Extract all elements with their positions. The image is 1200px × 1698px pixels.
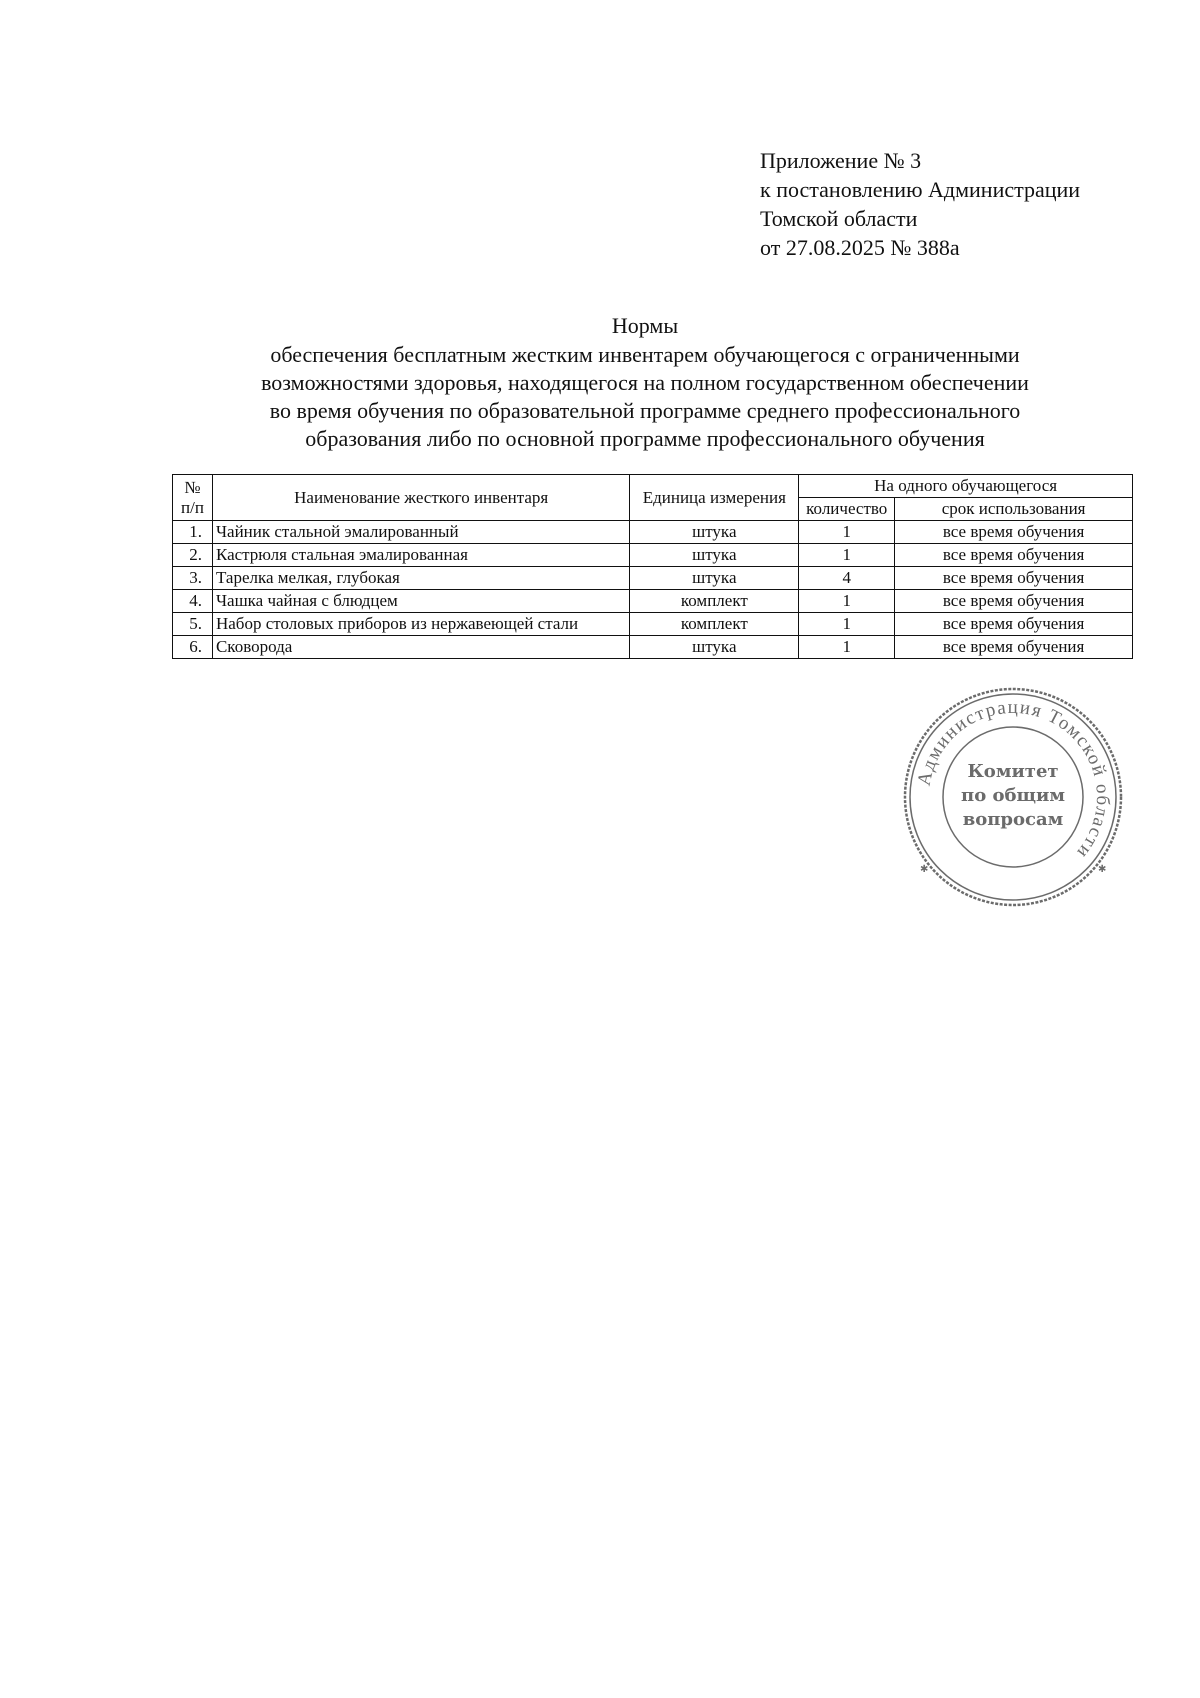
row-num: 6. [173,636,213,659]
appendix-line-4: от 27.08.2025 № 388а [760,235,960,260]
row-num: 2. [173,544,213,567]
norms-table [172,474,1133,659]
table-row [173,544,1133,567]
stamp-star-icon: ✱ [920,864,929,875]
title-heading: Нормы [611,313,679,338]
row-name: Чайник стальной эмалированный [212,521,629,544]
row-unit: штука [630,636,799,659]
row-term: все время обучения [895,636,1133,659]
table-row [173,590,1133,613]
header-unit: Единица измерения [630,475,799,521]
row-num: 3. [173,567,213,590]
header-name: Наименование жесткого инвентаря [212,475,629,521]
header-quantity: количество [799,498,895,521]
appendix-header [760,146,1080,262]
stamp-center-line-3: вопросам [962,809,1064,830]
appendix-line-1: Приложение № 3 [760,148,922,173]
appendix-line-2: к постановлению Администрации [760,177,1081,202]
row-name: Сковорода [212,636,629,659]
row-name: Набор столовых приборов из нержавеющей стали [212,613,629,636]
row-quantity: 1 [799,590,895,613]
table-row [173,521,1133,544]
stamp-seal-icon [902,686,1124,908]
row-num: 1. [173,521,213,544]
row-term: все время обучения [895,613,1133,636]
official-stamp [902,686,1124,908]
row-term: все время обучения [895,590,1133,613]
row-term: все время обучения [895,521,1133,544]
stamp-center-line-2: по общим [961,785,1065,806]
row-unit: комплект [630,613,799,636]
row-quantity: 4 [799,567,895,590]
row-quantity: 1 [799,636,895,659]
title-line-4: образования либо по основной программе профессионального обучения [305,426,985,451]
header-num [173,475,213,521]
table-row [173,636,1133,659]
row-quantity: 1 [799,544,895,567]
row-name: Тарелка мелкая, глубокая [212,567,629,590]
stamp-center-line-1: Комитет [967,761,1059,782]
title-line-3: во время обучения по образовательной программе среднего профессионального [269,398,1021,423]
document-title [170,312,1120,453]
header-term: срок использования [895,498,1133,521]
header-per-student: На одного обучающегося [799,475,1133,498]
row-unit: штука [630,544,799,567]
row-num: 4. [173,590,213,613]
row-quantity: 1 [799,521,895,544]
stamp-star-icon: ✱ [1098,864,1107,875]
row-name: Чашка чайная с блюдцем [212,590,629,613]
row-num: 5. [173,613,213,636]
row-term: все время обучения [895,544,1133,567]
title-line-2: возможностями здоровья, находящегося на полном государственном обеспечении [261,370,1029,395]
table-row [173,613,1133,636]
header-num-line-2: п/п [181,497,204,517]
row-name: Кастрюля стальная эмалированная [212,544,629,567]
row-unit: штука [630,521,799,544]
appendix-line-3: Томской области [760,206,918,231]
row-quantity: 1 [799,613,895,636]
header-num-line-1: № [184,477,201,497]
row-unit: комплект [630,590,799,613]
title-line-1: обеспечения бесплатным жестким инвентарем обучающегося с ограниченными [270,342,1020,367]
row-unit: штука [630,567,799,590]
table-row [173,567,1133,590]
row-term: все время обучения [895,567,1133,590]
stamp-ring-text: Администрация Томской области [913,696,1114,864]
